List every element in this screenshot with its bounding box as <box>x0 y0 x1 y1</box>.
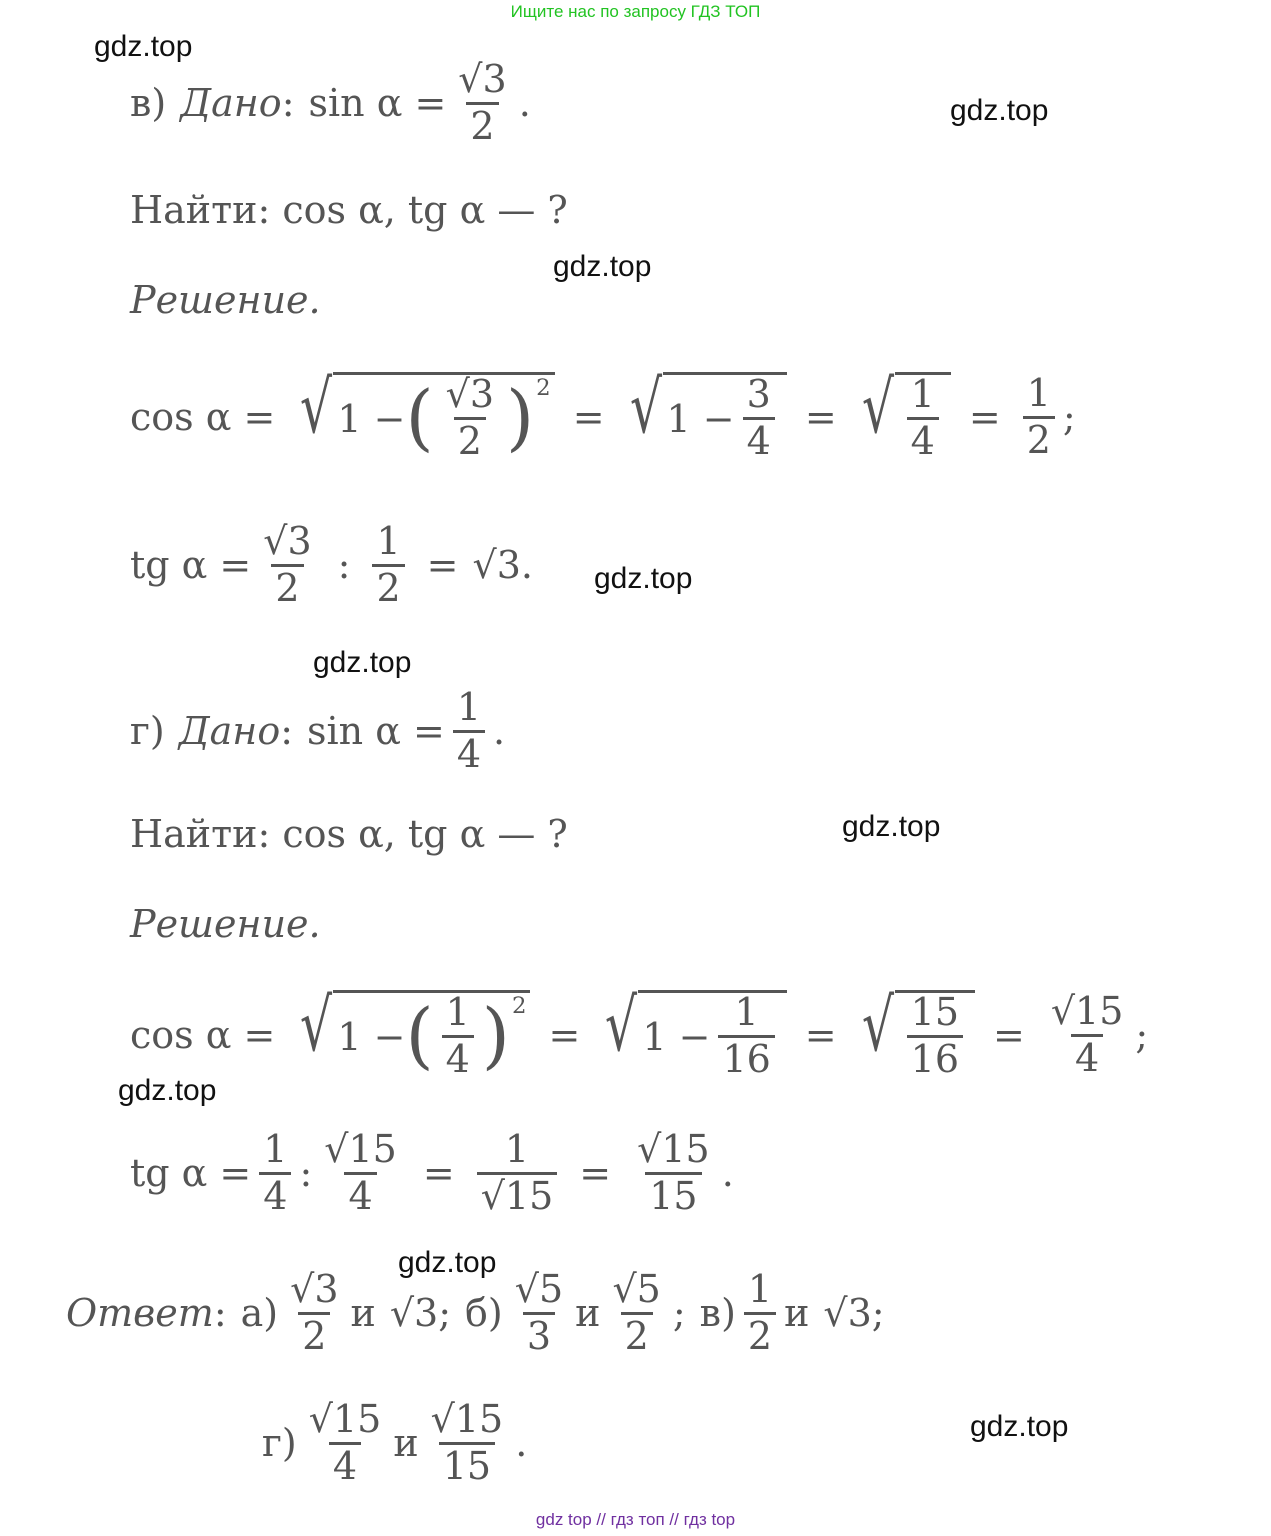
watermark: gdz.top <box>970 1410 1069 1443</box>
fraction: $\frac{1}{2}$ <box>744 1270 776 1357</box>
given-expression: sin α = <box>308 81 447 126</box>
sqrt-expression: √ $\frac{15}{16}$ <box>855 990 975 1080</box>
part-v-cos: cos α = √ 1 − ( $\frac{√3}{2}$ ) 2 = √ 1 − $\frac{3}{4}$ = √ $\frac{1}{4}$ = $\frac{1}{2}$ ; <box>130 366 1076 463</box>
part-v-tg: tg α = $\frac{√3}{2}$ : $\frac{1}{2}$ = √3 . <box>130 519 533 610</box>
watermark: gdz.top <box>313 646 412 679</box>
watermark: gdz.top <box>553 250 652 283</box>
sqrt-expression: √ 1 − $\frac{1}{16}$ <box>598 990 786 1080</box>
sqrt-expression: √ 1 − $\frac{3}{4}$ <box>623 372 787 462</box>
part-g-given: г) Дано : sin α = $\frac{1}{4}$ . <box>130 685 506 776</box>
answer-v2: √3 <box>823 1291 872 1336</box>
given-label: Дано <box>180 81 282 126</box>
fraction: $\frac{√5}{2}$ <box>612 1267 661 1358</box>
sqrt-expression: √ $\frac{1}{4}$ <box>855 372 951 462</box>
fraction: $\frac{1}{4}$ <box>259 1130 291 1217</box>
and-word: и <box>350 1291 376 1336</box>
fraction: $\frac{√15}{4}$ <box>1050 988 1124 1080</box>
given-expression: sin α = <box>307 709 445 754</box>
part-g-cos: cos α = √ 1 − ( $\frac{1}{4}$ ) 2 = √ 1 − $\frac{1}{16}$ = √ $\frac{15}{16}$ = $\frac{√15}{4}$ ; <box>130 984 1149 1081</box>
answer-v-label: в) <box>699 1291 736 1336</box>
answer-a-label: а) <box>240 1291 279 1336</box>
fraction: $\frac{1}{2}$ <box>372 522 404 609</box>
part-v-solution: Решение. <box>130 278 321 322</box>
tg-label: tg α = <box>130 1151 252 1196</box>
answer-b-label: б) <box>465 1291 503 1336</box>
fraction: $\frac{1}{√15}$ <box>477 1130 558 1217</box>
part-v-find: Найти: cos α, tg α — ? <box>130 188 568 232</box>
sqrt-expression: √ 1 − ( $\frac{√3}{2}$ ) 2 <box>293 372 554 462</box>
fraction: $\frac{√15}{15}$ <box>430 1397 504 1488</box>
cos-label: cos α = <box>130 1013 276 1057</box>
top-banner: Ищите нас по запросу ГДЗ ТОП <box>510 2 761 21</box>
cos-label: cos α = <box>130 395 276 439</box>
sqrt-expression: √ 1 − ( $\frac{1}{4}$ ) 2 <box>293 990 530 1080</box>
fraction: $\frac{1}{2}$ <box>1023 374 1055 461</box>
fraction: $\frac{√5}{3}$ <box>514 1267 564 1358</box>
watermark: gdz.top <box>398 1246 497 1279</box>
part-g-tg: tg α = $\frac{1}{4}$ : $\frac{√15}{4}$ = $\frac{1}{√15}$ = $\frac{√15}{15}$ . <box>130 1127 734 1218</box>
and-word: и <box>575 1291 601 1336</box>
watermark: gdz.top <box>94 30 193 63</box>
part-label: г) <box>130 709 165 754</box>
answer-a2: √3 <box>389 1291 439 1336</box>
result: √3 <box>472 543 521 588</box>
fraction: $\frac{√3}{2}$ <box>458 57 507 148</box>
tg-label: tg α = <box>130 543 252 588</box>
fraction: $\frac{1}{4}$ <box>453 688 485 775</box>
watermark: gdz.top <box>594 562 693 595</box>
answer-line-2: г) $\frac{√15}{4}$ и $\frac{√15}{15}$ . <box>262 1397 528 1488</box>
fraction: $\frac{√15}{4}$ <box>308 1397 382 1488</box>
footer-links[interactable]: gdz top // гдз топ // гдз top <box>535 1510 736 1529</box>
given-label: Дано <box>178 709 281 754</box>
watermark: gdz.top <box>842 810 941 843</box>
fraction: $\frac{√15}{4}$ <box>324 1127 397 1218</box>
and-word: и <box>393 1421 419 1466</box>
part-g-solution: Решение. <box>130 902 321 946</box>
answer-label: Ответ <box>66 1291 214 1336</box>
watermark: gdz.top <box>950 94 1049 127</box>
and-word: и <box>784 1291 810 1336</box>
answer-line-1: Ответ : а) $\frac{√3}{2}$ и √3 ; б) $\frac{√5}{3}$ и $\frac{√5}{2}$ ; в) $\frac{1}{2}$ и √3 ; <box>66 1267 885 1358</box>
fraction: $\frac{√15}{15}$ <box>637 1127 710 1218</box>
part-g-find: Найти: cos α, tg α — ? <box>130 812 568 856</box>
part-v-given: в) Дано : sin α = $\frac{√3}{2}$ . <box>130 57 531 148</box>
fraction: $\frac{√3}{2}$ <box>263 519 312 610</box>
watermark: gdz.top <box>118 1074 217 1107</box>
part-label: в) <box>130 81 167 126</box>
fraction: $\frac{√3}{2}$ <box>290 1267 339 1358</box>
answer-g-label: г) <box>262 1421 297 1466</box>
